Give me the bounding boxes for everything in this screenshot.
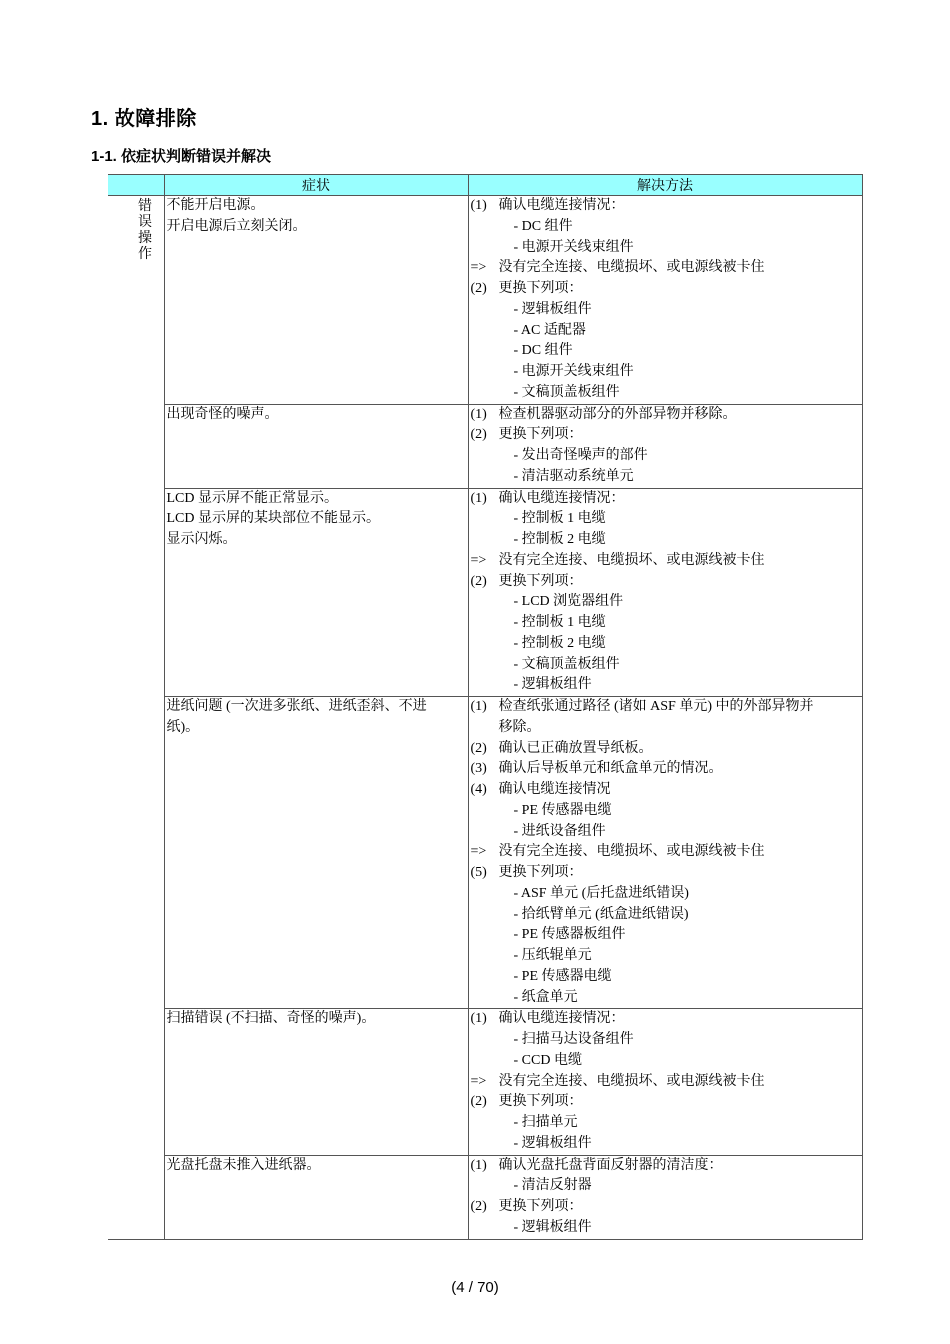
solution-step (471, 1197, 862, 1218)
solution-step (471, 572, 862, 593)
symptom-text: 显示闪烁。 (166, 532, 237, 547)
category-char: 误 (138, 214, 152, 230)
symptom-text: 进纸问题 (一次进多张纸、进纸歪斜、不进 (166, 699, 427, 714)
solution-step (471, 196, 862, 217)
solution-step (471, 1156, 862, 1177)
step-text: 没有完全连接、电缆损坏、或电源线被卡住 (498, 844, 765, 860)
step-text: 没有完全连接、电缆损坏、或电源线被卡住 (498, 552, 765, 568)
symptom-cell (164, 404, 468, 488)
solution-step (471, 405, 862, 426)
step-text: 检查纸张通过路径 (诸如 ASF 单元) 中的外部异物并 (498, 699, 814, 714)
sub-item: - 控制板 2 电缆 (513, 635, 606, 651)
sub-item: - 文稿顶盖板组件 (513, 384, 620, 400)
solution-step (471, 489, 862, 510)
sub-item: - 压纸辊单元 (513, 948, 592, 963)
page-number: (4 / 70) (451, 1279, 499, 1296)
step-text: 确认电缆连接情况： (498, 490, 625, 506)
sub-item: - LCD 浏览器组件 (513, 594, 624, 610)
step-continuation: 移除。 (498, 719, 541, 735)
solution-cell (468, 1009, 862, 1155)
step-text: 没有完全连接、电缆损坏、或电源线被卡住 (498, 260, 765, 276)
step-number: => (470, 1073, 487, 1089)
sub-item: - DC 组件 (513, 218, 573, 234)
table-row (108, 404, 862, 488)
step-text: 没有完全连接、电缆损坏、或电源线被卡住 (498, 1073, 765, 1089)
sub-item: - 扫描马达设备组件 (513, 1032, 634, 1047)
sub-item: - 逻辑板组件 (513, 677, 592, 693)
solution-step (471, 551, 862, 572)
sub-item: - 电源开关线束组件 (513, 364, 634, 379)
sub-item: - 文稿顶盖板组件 (513, 656, 620, 672)
sub-item: - 逻辑板组件 (513, 301, 592, 317)
section-heading: 1. 故障排除 (91, 108, 197, 130)
sub-item: - 进纸设备组件 (513, 823, 606, 839)
symptom-text: 光盘托盘未推入进纸器。 (166, 1157, 321, 1173)
symptom-cell (164, 1009, 468, 1155)
sub-item: - PE 传感器板组件 (513, 927, 626, 943)
step-number: => (470, 260, 487, 276)
solution-cell (468, 1155, 862, 1239)
symptom-text: LCD 显示屏的某块部位不能显示。 (166, 511, 380, 527)
symptom-text: 扫描错误 (不扫描、奇怪的噪声)。 (166, 1011, 376, 1027)
step-number: (3) (470, 761, 487, 777)
step-number: (2) (470, 573, 487, 589)
symptom-text: 纸)。 (166, 719, 200, 735)
step-text: 确认电缆连接情况： (498, 1011, 625, 1027)
step-number: (2) (470, 281, 487, 296)
solution-step (471, 1092, 862, 1113)
sub-item: - ASF 单元 (后托盘进纸错误) (513, 885, 689, 901)
step-number: (2) (470, 1094, 487, 1110)
step-number: (1) (470, 490, 487, 506)
step-text: 确认电缆连接情况： (498, 198, 625, 213)
category-char: 作 (138, 246, 152, 262)
category-cell (108, 196, 164, 1240)
sub-item: - DC 组件 (513, 343, 573, 359)
sub-item: - 纸盒单元 (513, 989, 578, 1005)
table-row (108, 488, 862, 697)
symptom-cell (164, 488, 468, 697)
sub-item: - 清洁驱动系统单元 (513, 468, 634, 484)
step-number: (5) (470, 865, 487, 880)
solution-step (471, 279, 862, 300)
symptom-cell (164, 1155, 468, 1239)
sub-item: - 发出奇怪噪声的部件 (513, 448, 648, 463)
sub-item: - AC 适配器 (513, 322, 586, 338)
solution-step (471, 258, 862, 279)
step-text: 确认电缆连接情况 (498, 782, 611, 797)
sub-item: - 逻辑板组件 (513, 1135, 592, 1151)
step-text: 更换下列项： (498, 427, 583, 443)
solution-step (471, 780, 862, 801)
sub-item: - 扫描单元 (513, 1115, 578, 1130)
category-label (137, 198, 153, 262)
solution-step (471, 739, 862, 760)
step-text: 检查机器驱动部分的外部异物并移除。 (498, 406, 737, 422)
step-text: 更换下列项： (498, 1094, 583, 1110)
step-text: 更换下列项： (498, 573, 583, 589)
sub-item: - PE 传感器电缆 (513, 802, 612, 818)
subsection-heading: 1-1. 依症状判断错误并解决 (91, 148, 272, 165)
solution-cell (468, 404, 862, 488)
step-number: (1) (470, 1157, 487, 1173)
header-solution: 解决方法 (468, 175, 862, 196)
step-number: (2) (470, 1199, 487, 1214)
step-number: (1) (470, 699, 487, 714)
step-number: (4) (470, 782, 487, 797)
solution-step (471, 759, 862, 780)
step-number: (2) (470, 427, 487, 443)
step-number: (1) (470, 198, 487, 213)
header-symptom: 症状 (164, 175, 468, 196)
header-blank-cell (108, 175, 164, 196)
symptom-text: LCD 显示屏不能正常显示。 (166, 490, 338, 506)
step-text: 确认已正确放置导纸板。 (498, 740, 653, 756)
step-number: (1) (470, 406, 487, 422)
step-number: => (470, 844, 487, 860)
solution-step (471, 1072, 862, 1093)
sub-item: - 控制板 1 电缆 (513, 615, 606, 630)
step-text: 更换下列项： (498, 865, 583, 880)
table-header-row (108, 175, 862, 196)
symptom-text: 出现奇怪的噪声。 (166, 406, 279, 422)
table-row (108, 697, 862, 1009)
symptom-cell (164, 697, 468, 1009)
solution-step (471, 842, 862, 863)
sub-item: - 逻辑板组件 (513, 1219, 592, 1235)
sub-item: - 拾纸臂单元 (纸盒进纸错误) (513, 906, 689, 922)
step-number: => (470, 552, 487, 568)
category-char: 错 (138, 198, 152, 214)
symptom-text: 开启电源后立刻关闭。 (166, 218, 307, 234)
solution-cell (468, 196, 862, 405)
sub-item: - 控制板 1 电缆 (513, 511, 606, 527)
step-text: 更换下列项： (498, 1199, 583, 1214)
table-row (108, 1009, 862, 1155)
step-number: (1) (470, 1011, 487, 1027)
troubleshooting-table (108, 174, 863, 1240)
sub-item: - 电源开关线束组件 (513, 239, 634, 255)
step-text: 确认后导板单元和纸盒单元的情况。 (498, 761, 723, 777)
sub-item: - PE 传感器电缆 (513, 968, 612, 984)
sub-item: - CCD 电缆 (513, 1052, 582, 1068)
sub-item: - 清洁反射器 (513, 1178, 592, 1194)
solution-cell (468, 697, 862, 1009)
step-text: 确认光盘托盘背面反射器的清洁度： (498, 1157, 723, 1173)
table-row (108, 1155, 862, 1239)
solution-cell (468, 488, 862, 697)
table-row (108, 196, 862, 405)
solution-step (471, 425, 862, 446)
solution-step (471, 863, 862, 884)
category-char: 操 (138, 230, 152, 246)
sub-item: - 控制板 2 电缆 (513, 532, 606, 547)
step-number: (2) (470, 740, 487, 756)
solution-step (471, 697, 862, 718)
solution-step (471, 1009, 862, 1030)
symptom-cell (164, 196, 468, 405)
symptom-text: 不能开启电源。 (166, 198, 265, 213)
step-text: 更换下列项： (498, 281, 583, 296)
